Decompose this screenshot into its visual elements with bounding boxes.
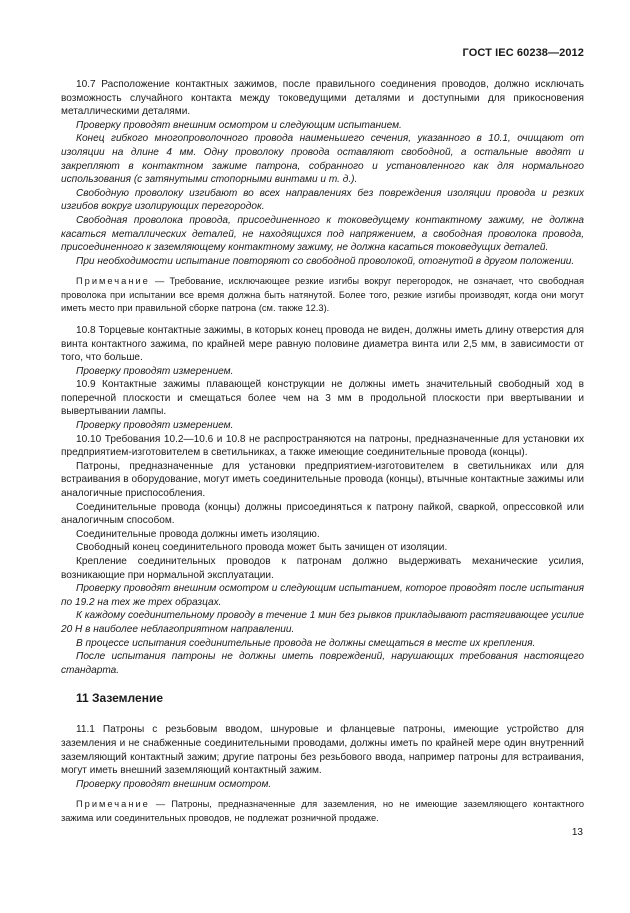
clause-10-10-test-1: К каждому соединительному проводу в течение 1 мин без рывков прикладывают растягивающее усилие 20 Н в наиболее неблагоприятном направлении. <box>61 610 584 635</box>
clause-10-10-test-2: В процессе испытания соединительные провода не должны смещаться в месте их крепления. <box>76 637 536 649</box>
document-header: ГОСТ IEC 60238—2012 <box>462 47 584 59</box>
note-1-label: Примечание <box>76 276 150 287</box>
clause-10-10-e: Свободный конец соединительного провода может быть зачищен от изоляции. <box>76 542 448 554</box>
note-2-text: — Патроны, предназначенные для заземления, но не имеющие заземляющего контактного зажима или соединительных проводов, не подлежат розничной продаже. <box>61 799 584 823</box>
clause-10-9: 10.9 Контактные зажимы плавающей конструкции не должны иметь значительный свободный ход в поперечной плоскости и смещаться более чем на 3 мм в продольной плоскости при ввертывании и вывертывании лампы. <box>61 379 584 418</box>
clause-10-7-test-1: Конец гибкого многопроволочного провода наименьшего сечения, указанного в 10.1, очищают от изоляции на длине 4 мм. Одну проволоку провода оставляют свободной, а остальные вводят и закрепляют в контактном зажиме патрона, собранного и установленного как для нормального использования (с затянутыми стопорными винтами и т. д.). <box>61 133 584 186</box>
note-1 <box>61 275 584 315</box>
clause-10-10-c: Соединительные провода (концы) должны присоединяться к патрону пайкой, сваркой, опрессовкой или аналогичным способом. <box>61 501 584 527</box>
clause-10-10: 10.10 Требования 10.2—10.6 и 10.8 не распространяются на патроны, предназначенные для установки их предприятием-изготовителем в светильниках, а также имеющие соединительные провода (концы). <box>61 433 584 459</box>
clause-10-10-test-3: После испытания патроны не должны иметь повреждений, нарушающих требования настоящего стандарта. <box>61 651 584 676</box>
clause-10-10-f: Крепление соединительных проводов к патронам должно выдерживать механические усилия, возникающие при нормальной эксплуатации. <box>61 556 584 581</box>
clause-10-10-d: Соединительные провода должны иметь изоляцию. <box>76 528 320 540</box>
clause-10-8-check: Проверку проводят измерением. <box>76 365 234 377</box>
clause-11-1-check: Проверку проводят внешним осмотром. <box>76 778 272 790</box>
section-11-heading: 11 Заземление <box>76 691 163 706</box>
note-2 <box>61 798 584 824</box>
note-2-label: Примечание <box>76 799 150 810</box>
clause-10-7-test-3: Свободная проволока провода, присоединенного к токоведущему контактному зажиму, не должна касаться металлических деталей, не находящихся под напряжением, а свободная проволока провода, присоединенного к заземляющему контактному зажиму, не должна касаться токоведущих деталей. <box>61 214 584 254</box>
clause-10-9-check: Проверку проводят измерением. <box>76 420 234 432</box>
clause-10-7-test-2: Свободную проволоку изгибают во всех направлениях без повреждения изоляции провода и резких изгибов вокруг изолирующих перегородок. <box>61 187 584 213</box>
page-content <box>61 78 584 825</box>
page-number: 13 <box>571 827 583 838</box>
clause-10-10-b: Патроны, предназначенные для установки предприятием-изготовителем в светильниках или для встраивания в оборудование, могут иметь соединительные провода (концы), втычные контактные зажимы или аналогичные приспособления. <box>61 460 584 500</box>
clause-10-7: 10.7 Расположение контактных зажимов, после правильного соединения проводов, должно исключать возможность случайного контакта между токоведущими деталями и доступными для прикосновения металлическими деталями. <box>61 79 584 118</box>
clause-10-7-check: Проверку проводят внешним осмотром и следующим испытанием. <box>76 119 402 131</box>
note-1-text: — Требование, исключающее резкие изгибы вокруг перегородок, не означает, что свободная проволока при испытании все время должна быть натянутой. Более того, резкие изгибы производят, когда они могут иметь место при правильной сборке патрона (см. также 12.3). <box>61 276 584 313</box>
clause-11-1: 11.1 Патроны с резьбовым вводом, шнуровые и фланцевые патроны, имеющие устройство для заземления и не снабженные соединительными проводами, должны иметь по крайней мере один внутренний заземляющий контактный зажим; другие патроны без резьбового ввода, например патроны для встраивания, могут иметь внешний заземляющий контактный зажим. <box>61 724 584 777</box>
clause-10-7-test-4: При необходимости испытание повторяют со свободной проволокой, отогнутой в другом положении. <box>76 255 575 267</box>
clause-10-8: 10.8 Торцевые контактные зажимы, в которых конец провода не виден, должны иметь длину отверстия для винта контактного зажима, по крайней мере равную половине диаметра винта или 2,5 мм, в зависимости от того, что больше. <box>61 324 584 364</box>
clause-10-10-check: Проверку проводят внешним осмотром и следующим испытанием, которое проводят после испытания по 19.2 на тех же трех образцах. <box>61 583 584 608</box>
